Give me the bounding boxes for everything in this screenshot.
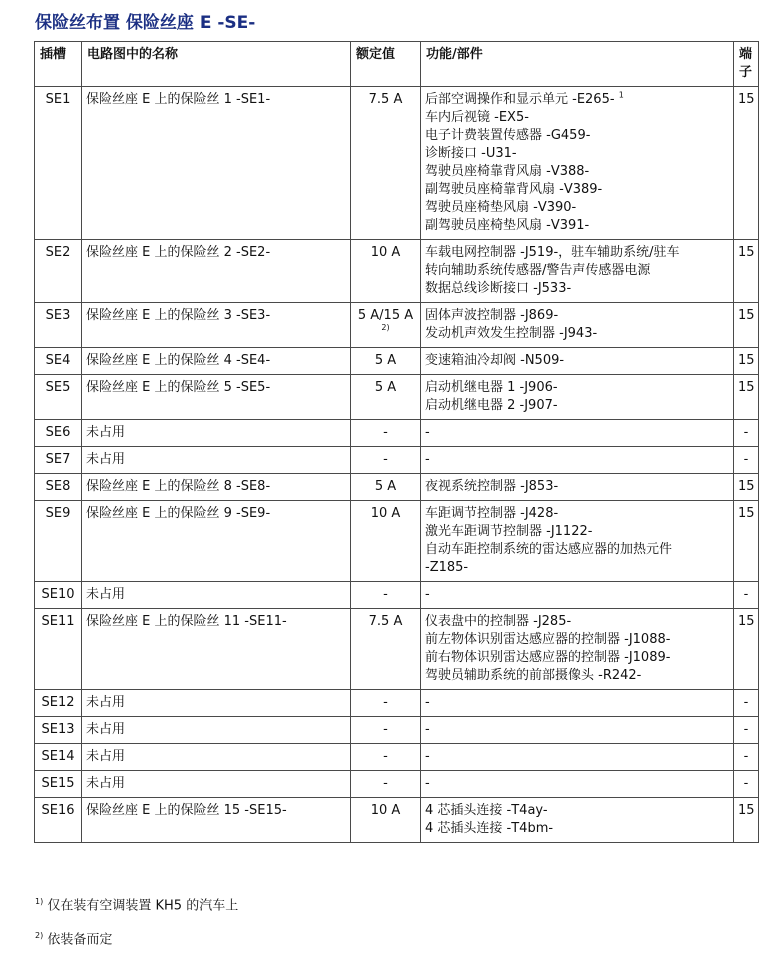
rating-value: 5 A [374,479,397,494]
header-terminal: 端子 [734,42,759,87]
cell-slot: SE13 [35,717,82,744]
cell-rating [351,690,421,717]
table-row [35,582,759,609]
rating-value: - [383,776,388,791]
table-row [35,744,759,771]
page-title: 保险丝布置 保险丝座 E -SE- [35,13,256,33]
function-text: 固体声波控制器 -J869- 发动机声效发生控制器 -J943- [425,308,598,341]
cell-function [421,717,734,744]
cell-rating [351,348,421,375]
cell-terminal: - [734,717,759,744]
table-row [35,87,759,240]
function-text: - [425,425,430,440]
rating-value: 10 A [370,506,401,521]
cell-terminal: - [734,420,759,447]
cell-terminal: 15 [734,375,759,420]
cell-function [421,240,734,303]
cell-rating [351,303,421,348]
function-text: 车载电网控制器 -J519-，驻车辅助系统/驻车 转向辅助系统传感器/警告声传感器电源 数据总线诊断接口 -J533- [425,245,680,296]
cell-circuit-name: 保险丝座 E 上的保险丝 5 -SE5- [82,375,351,420]
cell-circuit-name: 保险丝座 E 上的保险丝 2 -SE2- [82,240,351,303]
footnotes [35,893,238,961]
function-text: - [425,695,430,710]
table-row [35,447,759,474]
function-text: - [425,749,430,764]
cell-slot: SE6 [35,420,82,447]
table-row [35,501,759,582]
function-text: 4 芯插头连接 -T4ay- 4 芯插头连接 -T4bm- [425,803,554,836]
cell-slot: SE10 [35,582,82,609]
rating-value: - [383,452,388,467]
function-text: - [425,587,430,602]
table-row [35,717,759,744]
rating-value: 7.5 A [368,92,403,107]
cell-function [421,609,734,690]
function-footnote-mark: 1 [618,90,624,100]
cell-rating [351,420,421,447]
cell-circuit-name: 保险丝座 E 上的保险丝 9 -SE9- [82,501,351,582]
cell-rating [351,798,421,843]
table-header-row [35,42,759,87]
cell-terminal: - [734,447,759,474]
rating-value: 5 A [374,353,397,368]
table-row [35,609,759,690]
cell-terminal: 15 [734,240,759,303]
cell-function [421,798,734,843]
function-first-line: 后部空调操作和显示单元 -E265- [425,92,615,107]
cell-function [421,474,734,501]
function-text: 车距调节控制器 -J428- 激光车距调节控制器 -J1122- 自动车距控制系统的雷达感应器的加热元件 -Z185- [425,506,673,575]
footnote [35,927,238,948]
cell-terminal: 15 [734,609,759,690]
cell-rating [351,375,421,420]
cell-slot: SE8 [35,474,82,501]
cell-rating [351,240,421,303]
cell-circuit-name: 保险丝座 E 上的保险丝 8 -SE8- [82,474,351,501]
footnote-text: 依装备而定 [47,932,113,948]
cell-function [421,303,734,348]
cell-rating [351,582,421,609]
cell-circuit-name: 保险丝座 E 上的保险丝 4 -SE4- [82,348,351,375]
header-function: 功能/部件 [421,42,734,87]
rating-value: 5 A/15 A [357,308,414,323]
footnote-mark: 1) [35,897,44,906]
cell-circuit-name: 未占用 [82,744,351,771]
cell-circuit-name: 未占用 [82,447,351,474]
cell-circuit-name: 未占用 [82,582,351,609]
cell-rating [351,501,421,582]
cell-terminal: - [734,771,759,798]
rating-value: - [383,695,388,710]
cell-function [421,771,734,798]
cell-slot: SE11 [35,609,82,690]
cell-circuit-name: 未占用 [82,717,351,744]
footnote-mark: 2) [35,931,44,940]
function-text [425,92,624,233]
cell-terminal: - [734,582,759,609]
cell-slot: SE1 [35,87,82,240]
table-row [35,348,759,375]
cell-slot: SE4 [35,348,82,375]
cell-rating [351,474,421,501]
function-remaining-lines: 车内后视镜 -EX5- 电子计费装置传感器 -G459- 诊断接口 -U31- 驾驶员座椅靠背风扇 -V388- 副驾驶员座椅靠背风扇 -V389- 驾驶员座椅垫风扇 -V390- 副驾驶员座椅垫风扇 -V391- [425,110,603,233]
cell-function [421,348,734,375]
table-row [35,375,759,420]
rating-value: 10 A [370,245,401,260]
table-row [35,303,759,348]
cell-terminal: - [734,744,759,771]
cell-terminal: 15 [734,303,759,348]
cell-function [421,375,734,420]
cell-slot: SE16 [35,798,82,843]
function-text: 夜视系统控制器 -J853- [425,479,559,494]
cell-function [421,87,734,240]
cell-circuit-name: 未占用 [82,771,351,798]
cell-terminal: 15 [734,501,759,582]
cell-terminal: 15 [734,348,759,375]
cell-slot: SE15 [35,771,82,798]
function-text: - [425,776,430,791]
cell-function [421,744,734,771]
rating-footnote-mark: 2) [381,323,390,332]
cell-circuit-name: 保险丝座 E 上的保险丝 3 -SE3- [82,303,351,348]
cell-slot: SE9 [35,501,82,582]
cell-function [421,690,734,717]
function-text: 启动机继电器 1 -J906- 启动机继电器 2 -J907- [425,380,558,413]
table-row [35,240,759,303]
cell-terminal: 15 [734,87,759,240]
cell-slot: SE5 [35,375,82,420]
footnote [35,893,239,914]
function-text: 仪表盘中的控制器 -J285- 前左物体识别雷达感应器的控制器 -J1088- 前右物体识别雷达感应器的控制器 -J1089- 驾驶员辅助系统的前部摄像头 -R242- [425,614,671,683]
cell-circuit-name: 保险丝座 E 上的保险丝 11 -SE11- [82,609,351,690]
function-text: - [425,722,430,737]
rating-value: - [383,749,388,764]
cell-slot: SE7 [35,447,82,474]
cell-rating [351,447,421,474]
table-row [35,420,759,447]
header-slot: 插槽 [35,42,82,87]
table-row [35,474,759,501]
rating-value: - [383,722,388,737]
cell-rating [351,771,421,798]
header-name: 电路图中的名称 [82,42,351,87]
cell-rating [351,717,421,744]
cell-rating [351,87,421,240]
cell-slot: SE14 [35,744,82,771]
cell-slot: SE3 [35,303,82,348]
footnote-text: 仅在装有空调装置 KH5 的汽车上 [47,898,239,914]
cell-function [421,501,734,582]
function-text: 变速箱油冷却阀 -N509- [425,353,565,368]
cell-terminal: - [734,690,759,717]
cell-circuit-name: 保险丝座 E 上的保险丝 15 -SE15- [82,798,351,843]
rating-value: 5 A [374,380,397,395]
fuse-table-body [35,87,759,843]
cell-function [421,582,734,609]
header-value: 额定值 [351,42,421,87]
rating-value: - [383,425,388,440]
cell-circuit-name: 未占用 [82,690,351,717]
fuse-table [34,41,759,843]
function-text: - [425,452,430,467]
cell-function [421,447,734,474]
cell-terminal: 15 [734,474,759,501]
table-row [35,798,759,843]
cell-rating [351,744,421,771]
cell-circuit-name: 未占用 [82,420,351,447]
cell-slot: SE2 [35,240,82,303]
cell-circuit-name: 保险丝座 E 上的保险丝 1 -SE1- [82,87,351,240]
cell-rating [351,609,421,690]
rating-value: 7.5 A [368,614,403,629]
table-row [35,690,759,717]
table-row [35,771,759,798]
cell-function [421,420,734,447]
rating-value: - [383,587,388,602]
rating-value: 10 A [370,803,401,818]
cell-slot: SE12 [35,690,82,717]
cell-terminal: 15 [734,798,759,843]
